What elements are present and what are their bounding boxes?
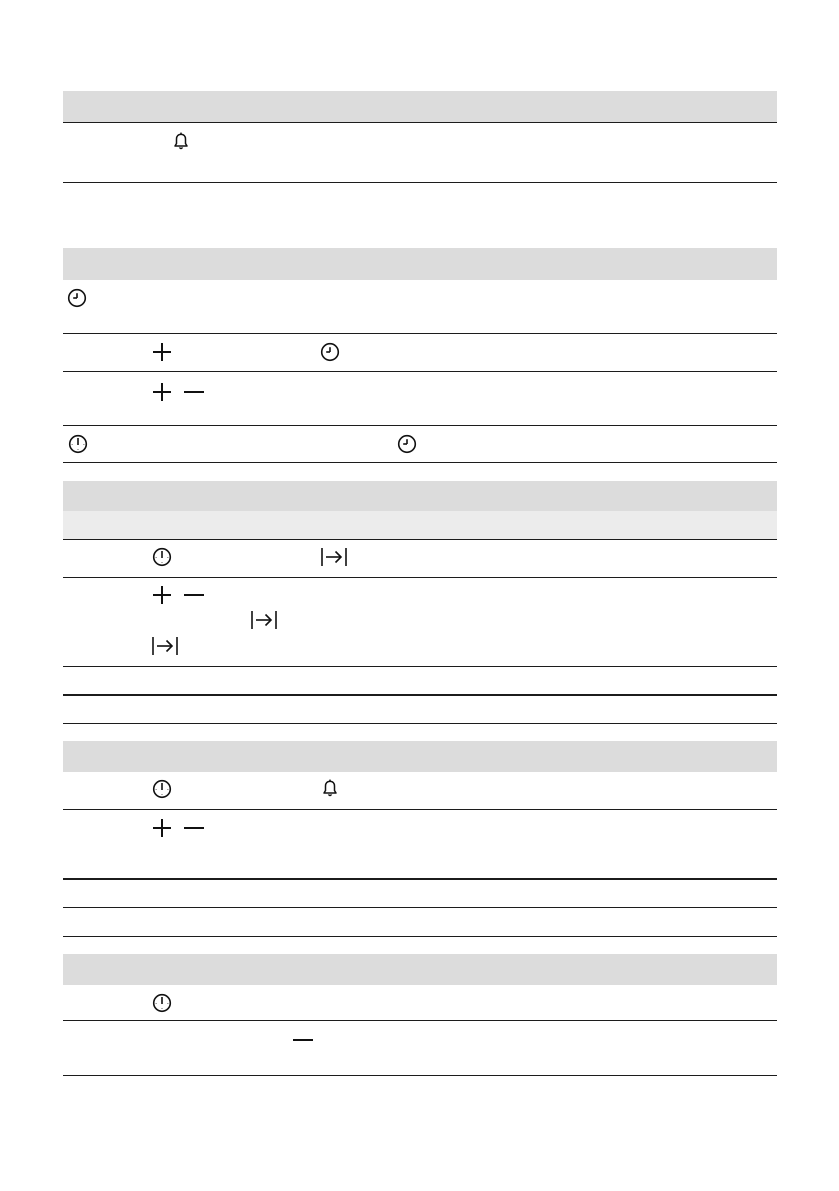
section-header-1 <box>63 91 777 122</box>
arrow-to-end-icon <box>250 610 278 630</box>
minus-icon <box>292 1030 314 1050</box>
divider <box>63 371 777 372</box>
minus-icon <box>183 382 205 402</box>
divider <box>63 723 777 724</box>
timer-icon <box>68 434 88 454</box>
divider <box>63 1020 777 1021</box>
clock-icon <box>320 342 340 362</box>
clock-icon <box>397 434 417 454</box>
timer-icon <box>152 993 172 1013</box>
timer-icon <box>152 779 172 799</box>
divider <box>63 539 777 540</box>
plus-icon <box>152 818 172 838</box>
section-subheader-3 <box>63 511 777 539</box>
minus-icon <box>183 585 205 605</box>
divider <box>63 122 777 123</box>
divider <box>63 809 777 810</box>
divider <box>63 878 777 880</box>
plus-icon <box>152 342 172 362</box>
divider <box>63 694 777 696</box>
section-header-3 <box>63 481 777 511</box>
divider <box>63 462 777 463</box>
section-header-5 <box>63 954 777 985</box>
divider <box>63 1075 777 1076</box>
plus-icon <box>152 382 172 402</box>
clock-icon <box>67 288 87 308</box>
bell-icon <box>172 131 190 151</box>
divider <box>63 666 777 667</box>
arrow-to-end-icon <box>151 636 179 656</box>
divider <box>63 333 777 334</box>
bell-icon <box>321 778 339 798</box>
divider <box>63 425 777 426</box>
divider <box>63 907 777 908</box>
divider <box>63 936 777 937</box>
plus-icon <box>152 585 172 605</box>
minus-icon <box>183 818 205 838</box>
section-header-2 <box>63 248 777 280</box>
divider <box>63 577 777 578</box>
timer-icon <box>152 547 172 567</box>
divider <box>63 182 777 183</box>
arrow-to-end-icon <box>320 547 348 567</box>
section-header-4 <box>63 741 777 772</box>
